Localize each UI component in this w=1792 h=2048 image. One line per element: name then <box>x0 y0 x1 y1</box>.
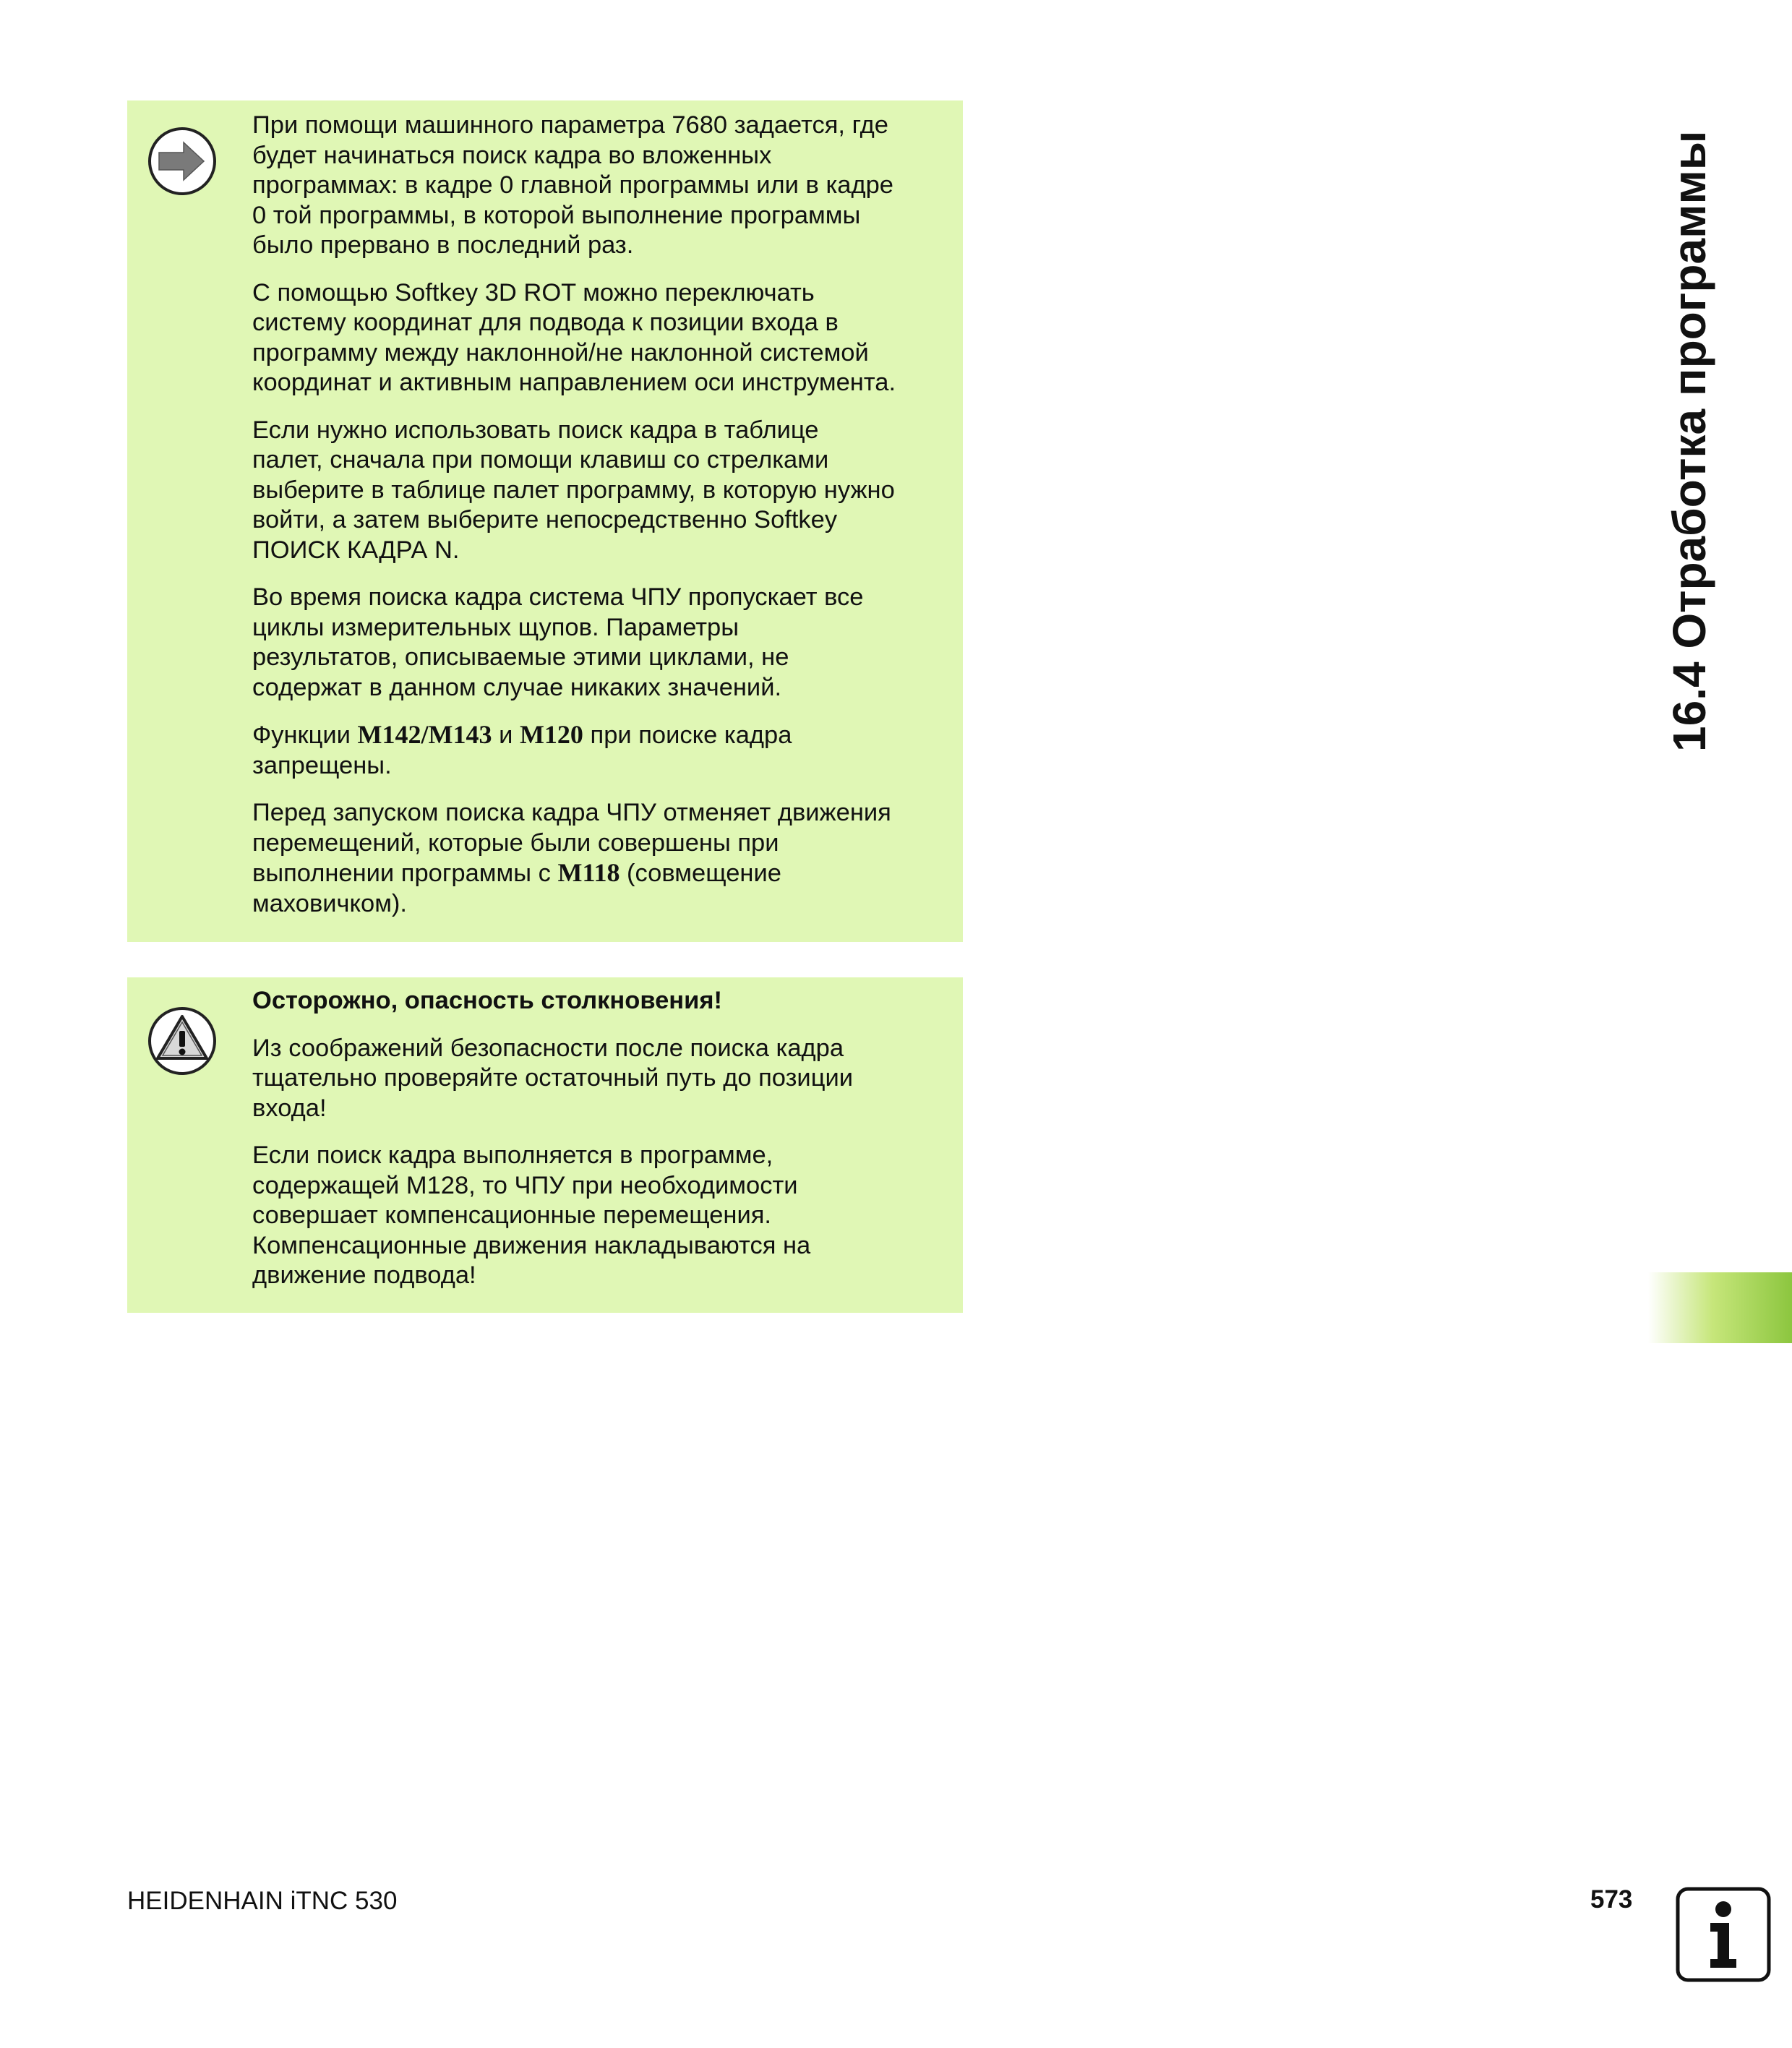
info-paragraph-functions <box>252 720 939 781</box>
info-note-text <box>252 111 939 936</box>
chapter-tab-marker <box>1648 1272 1792 1343</box>
text-run: Функции <box>252 721 358 749</box>
text-run: и <box>492 721 520 749</box>
info-paragraph: С помощью Softkey 3D ROT можно переключать систему координат для подвода к позиции входа в программу между наклонной/не наклонной системой координат и активным направлением оси инструмента. <box>252 278 896 396</box>
info-paragraph: Если нужно использовать поиск кадра в таблице палет, сначала при помощи клавиш со стрелками выберите в таблице палет программу, в которую нужно войти, а затем выберите непосредственно Softkey ПОИСК КАДРА N. <box>252 416 895 564</box>
page-number: 573 <box>1590 1885 1633 1914</box>
text-run: Перед запуском поиска кадра ЧПУ отменяет движения перемещений, которые были совершены при выполнении программы с <box>252 799 891 887</box>
info-paragraph-m118 <box>252 798 939 919</box>
code-m118: M118 <box>557 858 620 887</box>
warning-note-box <box>127 977 963 1313</box>
warning-note-text <box>252 986 939 1308</box>
info-paragraph: При помощи машинного параметра 7680 задается, где будет начинаться поиск кадра во вложенных программах: в кадре 0 главной программы или в кадре 0 той программы, в которой выполнение программы было прервано в последний раз. <box>252 111 893 259</box>
info-icon <box>1676 1887 1771 1986</box>
warning-paragraph: Из соображений безопасности после поиска кадра тщательно проверяйте остаточный путь до позиции входа! <box>252 1034 853 1122</box>
chapter-title: 16.4 Отработка программы <box>1663 130 1715 752</box>
footer-product-name: HEIDENHAIN iTNC 530 <box>127 1887 398 1915</box>
code-m120: M120 <box>519 720 583 749</box>
info-note-box <box>127 100 963 942</box>
warning-triangle-icon <box>146 1005 218 1081</box>
info-paragraph: Во время поиска кадра система ЧПУ пропускает все циклы измерительных щупов. Параметры результатов, описываемые этими циклами, не содержат в данном случае никаких значений. <box>252 583 864 701</box>
text-run: (совмещение маховичком). <box>252 860 781 917</box>
warning-heading: Осторожно, опасность столкновения! <box>252 987 722 1014</box>
text-run: при поиске кадра запрещены. <box>252 721 792 779</box>
warning-paragraph: Если поиск кадра выполняется в программе, содержащей M128, то ЧПУ при необходимости совершает компенсационные перемещения. Компенсационные движения накладываются на движение подвода! <box>252 1141 811 1289</box>
code-m142-m143: M142/M143 <box>357 720 492 749</box>
arrow-right-icon <box>146 125 218 201</box>
